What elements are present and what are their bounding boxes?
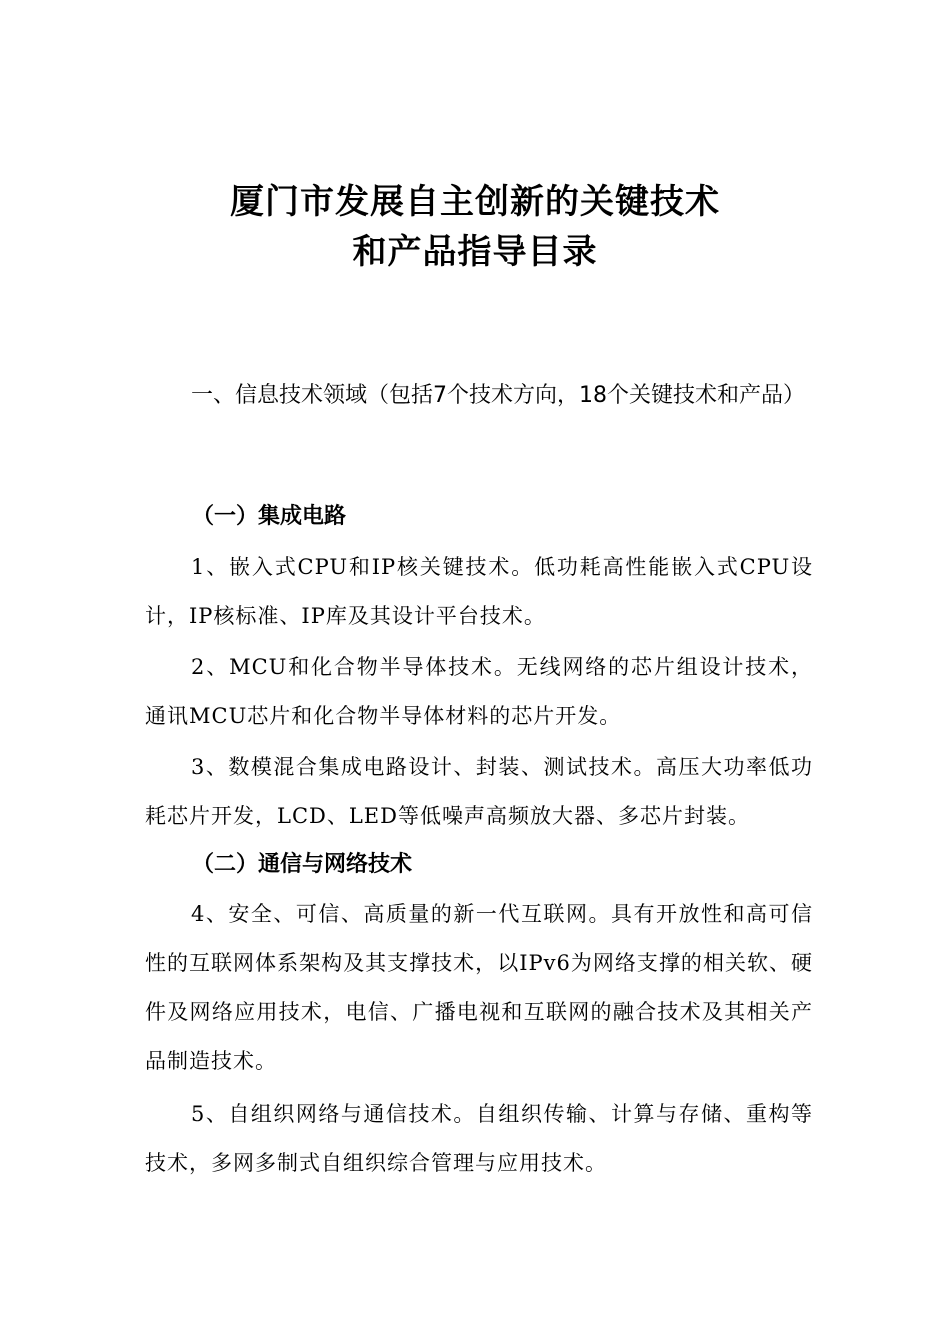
section-heading: 一、信息技术领域（包括7个技术方向，18个关键技术和产品） [191, 383, 805, 408]
list-item: 1、嵌入式CPU和IP核关键技术。低功耗高性能嵌入式CPU设计，IP核标准、IP库及其设计平台技术。 [145, 555, 813, 628]
list-item: 3、数模混合集成电路设计、封装、测试技术。高压大功率低功耗芯片开发，LCD、LED等低噪声高频放大器、多芯片封装。 [145, 755, 813, 828]
subsection-heading: （二）通信与网络技术 [192, 852, 413, 877]
subsection-heading: （一）集成电路 [192, 504, 347, 529]
document-title-line2: 和产品指导目录 [352, 232, 598, 272]
list-item: 4、安全、可信、高质量的新一代互联网。具有开放性和高可信性的互联网体系架构及其支撑技术，以IPv6为网络支撑的相关软、硬件及网络应用技术，电信、广播电视和互联网的融合技术及其相关产品制造技术。 [145, 902, 813, 1073]
list-item: 5、自组织网络与通信技术。自组织传输、计算与存储、重构等技术，多网多制式自组织综合管理与应用技术。 [145, 1102, 813, 1175]
list-item: 2、MCU和化合物半导体技术。无线网络的芯片组设计技术，通讯MCU芯片和化合物半导体材料的芯片开发。 [145, 655, 813, 728]
document-title-line1: 厦门市发展自主创新的关键技术 [230, 182, 720, 222]
